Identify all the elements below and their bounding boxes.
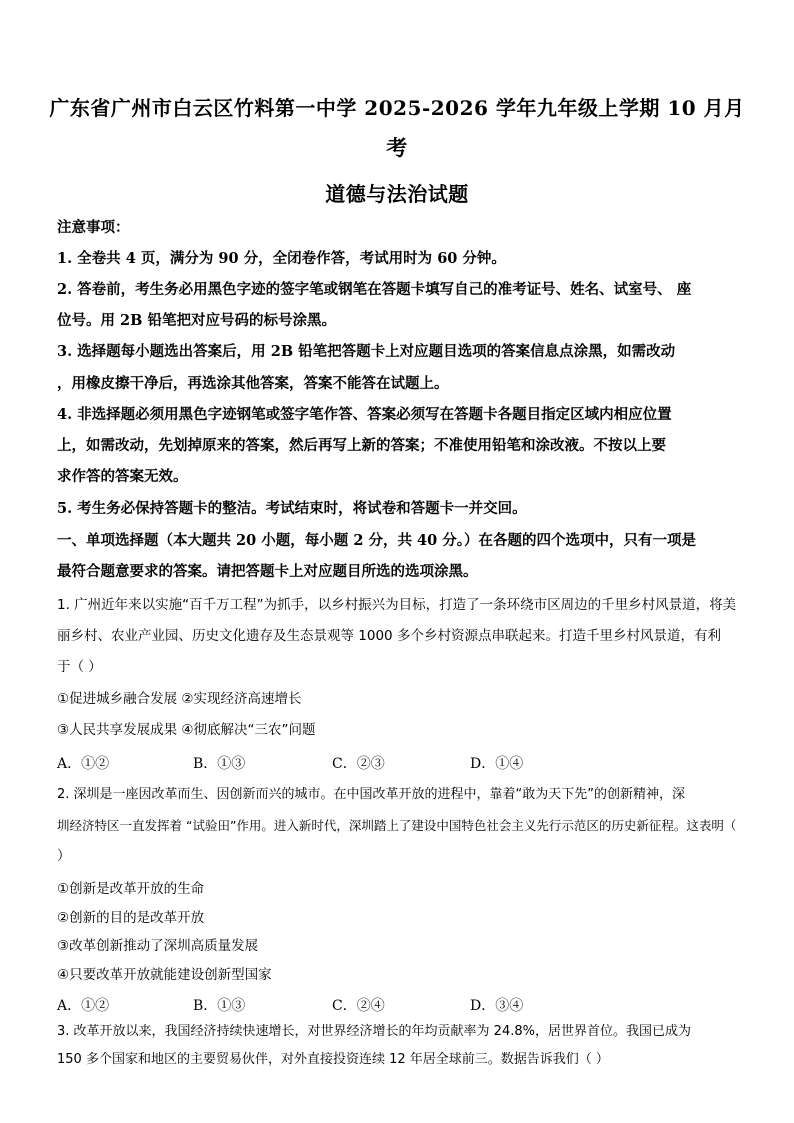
section-instructions: 最符合题意要求的答案。请把答题卡上对应题目所选的选项涂黑。	[57, 563, 478, 580]
notice-item: 位号。用 2B 铅笔把对应号码的标号涂黑。	[57, 312, 336, 329]
question-1-option-a: A．①②	[57, 756, 110, 772]
question-1-option-c: C．②③	[332, 756, 385, 772]
question-1-statement: ③人民共享发展成果 ④彻底解决“三农”问题	[57, 722, 316, 738]
notice-item: 3. 选择题每小题选出答案后，用 2B 铅笔把答题卡上对应题目选项的答案信息点涂黑，如需改动	[57, 343, 676, 360]
notice-item: 上，如需改动，先划掉原来的答案，然后再写上新的答案；不准使用铅笔和涂改液。不按以上要	[57, 437, 666, 454]
notice-item: 求作答的答案无效。	[57, 468, 188, 485]
question-2-statement: ①创新是改革开放的生命	[57, 881, 205, 897]
question-2-option-d: D．③④	[470, 998, 524, 1014]
question-1-option-b: B．①③	[193, 756, 246, 772]
exam-title-line1: 广东省广州市白云区竹料第一中学 2025-2026 学年九年级上学期 10 月月	[49, 96, 745, 120]
notice-item: 1. 全卷共 4 页，满分为 90 分，全闭卷作答，考试用时为 60 分钟。	[57, 250, 506, 267]
notice-heading: 注意事项：	[57, 219, 130, 236]
question-2-statement: ②创新的目的是改革开放	[57, 910, 205, 926]
question-1-stem: 于（ ）	[57, 659, 102, 675]
notice-item: 5. 考生务必保持答题卡的整洁。考试结束时，将试卷和答题卡一并交回。	[57, 500, 527, 517]
notice-item: 2. 答卷前，考生务必用黑色字迹的签字笔或钢笔在答题卡填写自己的准考证号、姓名、试室号、 座	[57, 281, 692, 298]
notice-item: 4. 非选择题必须用黑色字迹钢笔或签字笔作答、答案必须写在答题卡各题目指定区域内相应位置	[57, 406, 672, 423]
question-2-option-b: B．①③	[193, 998, 246, 1014]
question-2-statement: ③改革创新推动了深圳高质量发展	[57, 938, 259, 954]
question-1-option-d: D．①④	[470, 756, 524, 772]
question-2-statement: ④只要改革开放就能建设创新型国家	[57, 967, 272, 983]
question-2-stem: 圳经济特区一直发挥着 “试验田”作用。进入新时代，深圳踏上了建设中国特色社会主义先行示范区的历史新征程。这表明（	[57, 818, 737, 833]
question-2-option-a: A．①②	[57, 998, 110, 1014]
question-1-stem: 1. 广州近年来以实施“百千万工程”为抓手，以乡村振兴为目标，打造了一条环绕市区周边的千里乡村风景道，将美	[57, 597, 737, 613]
question-3-stem: 150 多个国家和地区的主要贸易伙伴，对外直接投资连续 12 年居全球前三。数据告诉我们（ ）	[57, 1052, 609, 1067]
question-2-stem: 2. 深圳是一座因改革而生、因创新而兴的城市。在中国改革开放的进程中，靠着“敢为天下先”的创新精神，深	[57, 787, 686, 802]
subject-title: 道德与法治试题	[325, 182, 469, 206]
question-3-stem: 3. 改革开放以来，我国经济持续快速增长，对世界经济增长的年均贡献率为 24.8%，居世界首位。我国已成为	[57, 1024, 691, 1039]
question-2-option-c: C．②④	[332, 998, 385, 1014]
question-1-stem: 丽乡村、农业产业园、历史文化遗存及生态景观等 1000 多个乡村资源点串联起来。打造千里乡村风景道，有利	[57, 628, 721, 644]
notice-item: ，用橡皮擦干净后，再选涂其他答案，答案不能答在试题上。	[57, 375, 449, 392]
question-1-statement: ①促进城乡融合发展 ②实现经济高速增长	[57, 691, 302, 707]
section-heading: 一、单项选择题（本大题共 20 小题，每小题 2 分，共 40 分。）在各题的四个选项中，只有一项是	[57, 532, 696, 549]
question-2-stem: ）	[57, 848, 71, 864]
exam-title-line2: 考	[386, 135, 408, 160]
